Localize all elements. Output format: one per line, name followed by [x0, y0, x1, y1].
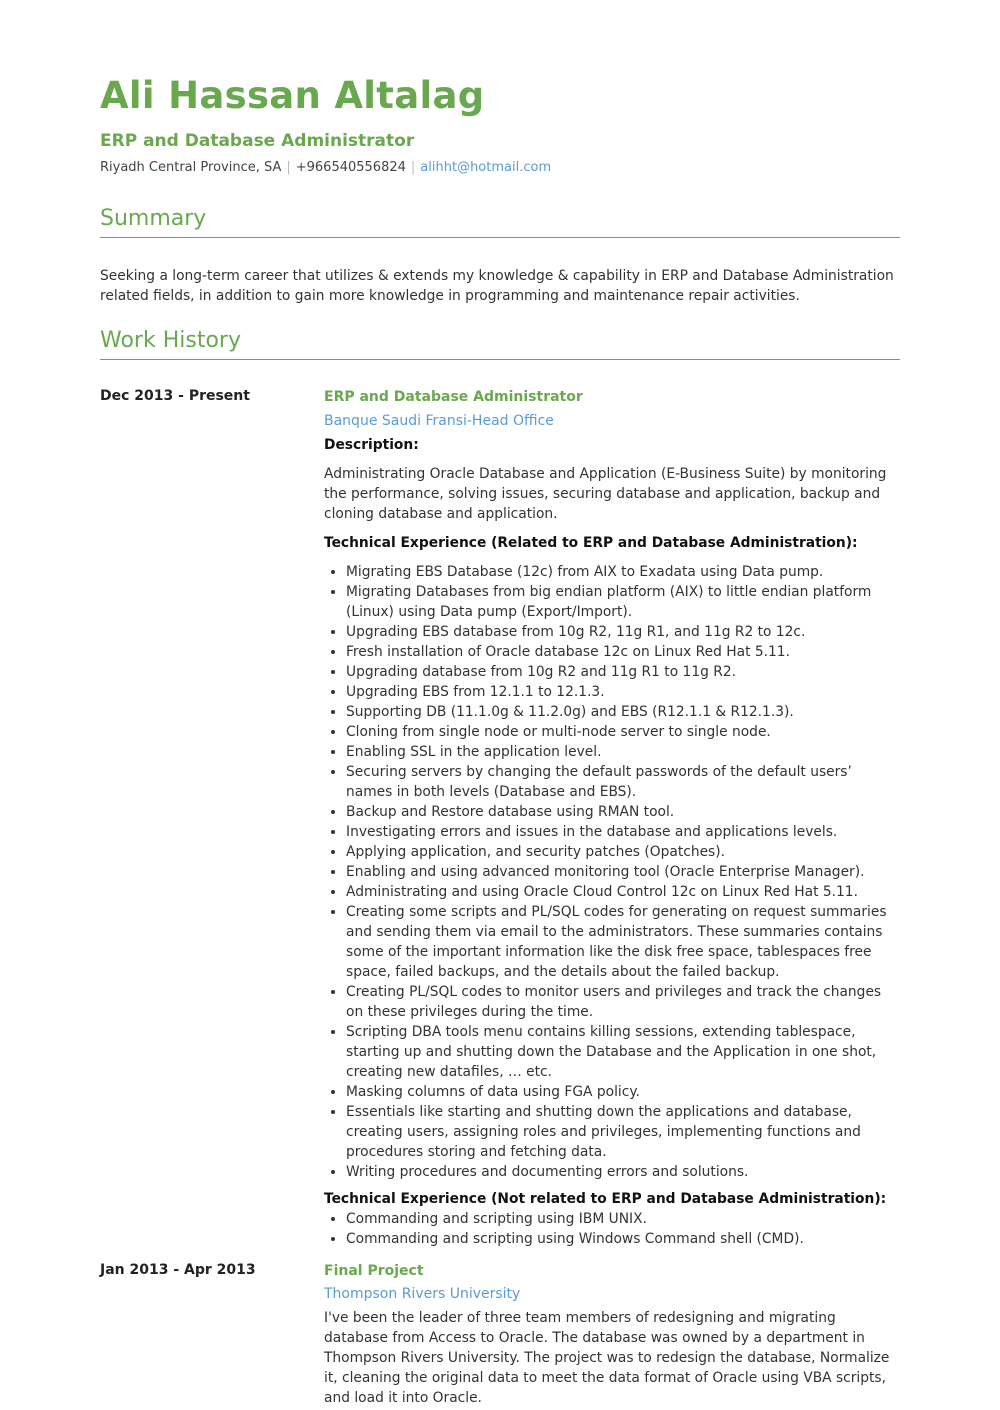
- list-item: • Investigating errors and issues in the database and applications levels.: [346, 822, 900, 842]
- summary-section-title: Summary: [100, 206, 900, 238]
- list-item: • Applying application, and security patches (Opatches).: [346, 842, 900, 862]
- job-title: ERP and Database Administrator: [324, 389, 583, 405]
- list-item: • Masking columns of data using FGA policy.: [346, 1082, 900, 1102]
- list-item: • Essentials like starting and shutting down the applications and database, creating users, assigning roles and privileges, implementing functions and procedures storing and fetching data.: [346, 1102, 900, 1162]
- list-item: • Backup and Restore database using RMAN tool.: [346, 802, 900, 822]
- list-item: • Upgrading database from 10g R2 and 11g R1 to 11g R2.: [346, 662, 900, 682]
- tech-unrelated-label: Technical Experience (Not related to ERP and Database Administration):: [324, 1191, 887, 1207]
- list-item: • Scripting DBA tools menu contains killing sessions, extending tablespace, starting up and shutting down the Database and the Application in one shot, creating new datafiles, … etc.: [346, 1022, 900, 1082]
- list-item: • Creating PL/SQL codes to monitor users and privileges and track the changes on these privileges during the time.: [346, 982, 900, 1022]
- list-item: • Creating some scripts and PL/SQL codes for generating on request summaries and sending them via email to the administrators. These summaries contains some of the important information like the disk free space, tablespaces free space, failed backups, and the details about the failed backup.: [346, 902, 900, 982]
- candidate-headline: ERP and Database Administrator: [100, 131, 415, 151]
- contact-separator: |: [410, 160, 416, 175]
- job-company: Thompson Rivers University: [324, 1286, 521, 1302]
- list-item: • Migrating EBS Database (12c) from AIX to Exadata using Data pump.: [346, 562, 900, 582]
- list-item: • Fresh installation of Oracle database 12c on Linux Red Hat 5.11.: [346, 642, 900, 662]
- job-entry: [324, 1261, 900, 1408]
- contact-phone: +966540556824: [295, 160, 406, 175]
- job-date: Jan 2013 - Apr 2013: [100, 1262, 256, 1278]
- contact-line: [100, 160, 551, 175]
- tech-related-label: Technical Experience (Related to ERP and Database Administration):: [324, 535, 858, 551]
- list-item: • Upgrading EBS from 12.1.1 to 12.1.3.: [346, 682, 900, 702]
- list-item: • Writing procedures and documenting errors and solutions.: [346, 1162, 900, 1182]
- list-item: • Upgrading EBS database from 10g R2, 11g R1, and 11g R2 to 12c.: [346, 622, 900, 642]
- list-item: • Securing servers by changing the default passwords of the default users’ names in both levels (Database and EBS).: [346, 762, 900, 802]
- job-title: Final Project: [324, 1263, 424, 1279]
- job-date: Dec 2013 - Present: [100, 388, 250, 404]
- list-item: • Migrating Databases from big endian platform (AIX) to little endian platform (Linux) using Data pump (Export/Import).: [346, 582, 900, 622]
- work-history-section-title: Work History: [100, 328, 900, 360]
- description-label: Description:: [324, 437, 419, 453]
- list-item: • Commanding and scripting using IBM UNIX.: [346, 1209, 900, 1229]
- list-item: • Enabling SSL in the application level.: [346, 742, 900, 762]
- contact-separator: |: [286, 160, 291, 175]
- job-description: I've been the leader of three team members of redesigning and migrating database from Access to Oracle. The database was owned by a department in Thompson Rivers University. The project was to redesign the database, Normalize it, cleaning the original data to meet the data format of Oracle using VBA scripts, and load it into Oracle.: [324, 1310, 890, 1406]
- contact-email-link[interactable]: alihht@hotmail.com: [420, 160, 552, 175]
- job-entry: [324, 387, 900, 1249]
- list-item: • Commanding and scripting using Windows Command shell (CMD).: [346, 1229, 900, 1249]
- list-item: • Cloning from single node or multi-node server to single node.: [346, 722, 900, 742]
- list-item: • Enabling and using advanced monitoring tool (Oracle Enterprise Manager).: [346, 862, 900, 882]
- tech-related-list: [324, 562, 900, 1182]
- candidate-name: Ali Hassan Altalag: [100, 74, 485, 117]
- job-description: Administrating Oracle Database and Application (E-Business Suite) by monitoring the performance, solving issues, securing database and application, backup and cloning database and application.: [324, 466, 887, 522]
- list-item: • Administrating and using Oracle Cloud Control 12c on Linux Red Hat 5.11.: [346, 882, 900, 902]
- job-company: Banque Saudi Fransi-Head Office: [324, 413, 554, 429]
- contact-location: Riyadh Central Province, SA: [100, 160, 282, 175]
- summary-text: Seeking a long-term career that utilizes & extends my knowledge & capability in ERP and Database Administration related fields, in addition to gain more knowledge in programming and maintenance repair activities.: [100, 268, 894, 304]
- tech-unrelated-list: [324, 1209, 900, 1249]
- list-item: • Supporting DB (11.1.0g & 11.2.0g) and EBS (R12.1.1 & R12.1.3).: [346, 702, 900, 722]
